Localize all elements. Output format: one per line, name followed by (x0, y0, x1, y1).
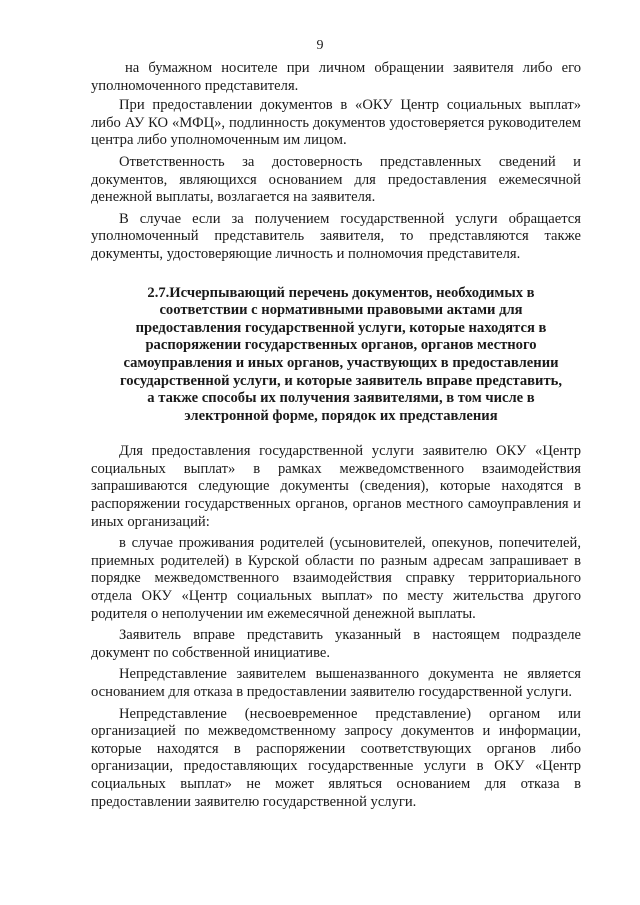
paragraph: Заявитель вправе представить указанный в настоящем подразделе документ по собственной инициативе. (91, 627, 581, 661)
document-body (91, 60, 581, 815)
page-number: 9 (316, 38, 324, 53)
paragraph: В случае если за получением государственной услуги обращается уполномоченный представитель заявителя, то представляются также документы, удостоверяющие личность и полномочия представителя. (91, 210, 581, 262)
paragraph: Для предоставления государственной услуги заявителю ОКУ «Центр социальных выплат» в рамках межведомственного взаимодействия запрашиваются следующие документы (сведения), которые находятся в распоряжении государственных органов, органов местного самоуправления и иных организаций: (91, 443, 581, 530)
section-heading: 2.7.Исчерпывающий перечень документов, необходимых в соответствии с нормативными правовыми актами для предоставления государственной услуги, которые находятся в распоряжении государственных органов, органов местного самоуправления и иных органов, участвующих в предоставлении государственной услуги, и которые заявитель вправе представить, а также способы их получения заявителями, в том числе в электронной форме, порядок их представления (119, 284, 563, 424)
paragraph: на бумажном носителе при личном обращении заявителя либо его уполномоченного представителя. (91, 60, 581, 94)
paragraph: Непредставление (несвоевременное представление) органом или организацией по межведомственному запросу документов и информации, которые находятся в распоряжении соответствующих органов либо организации, предоставляющих государственные услуги в ОКУ «Центр социальных выплат» не может являться основанием для отказа в предоставлении заявителю государственной услуги. (91, 705, 581, 810)
paragraph: Ответственность за достоверность представленных сведений и документов, являющихся основанием для предоставления ежемесячной денежной выплаты, возлагается на заявителя. (91, 153, 581, 206)
paragraph: в случае проживания родителей (усыновителей, опекунов, попечителей, приемных родителей) в Курской области по разным адресам запрашивает в порядке межведомственного взаимодействия справку территориального отдела ОКУ «Центр социальных выплат» по месту жительства другого родителя о неполучении им ежемесячной денежной выплаты. (91, 535, 581, 622)
paragraph: При предоставлении документов в «ОКУ Центр социальных выплат» либо АУ КО «МФЦ», подлинность документов удостоверяется руководителем центра либо уполномоченным им лицом. (91, 97, 581, 149)
paragraph: Непредставление заявителем вышеназванного документа не является основанием для отказа в предоставлении заявителю государственной услуги. (91, 666, 581, 700)
